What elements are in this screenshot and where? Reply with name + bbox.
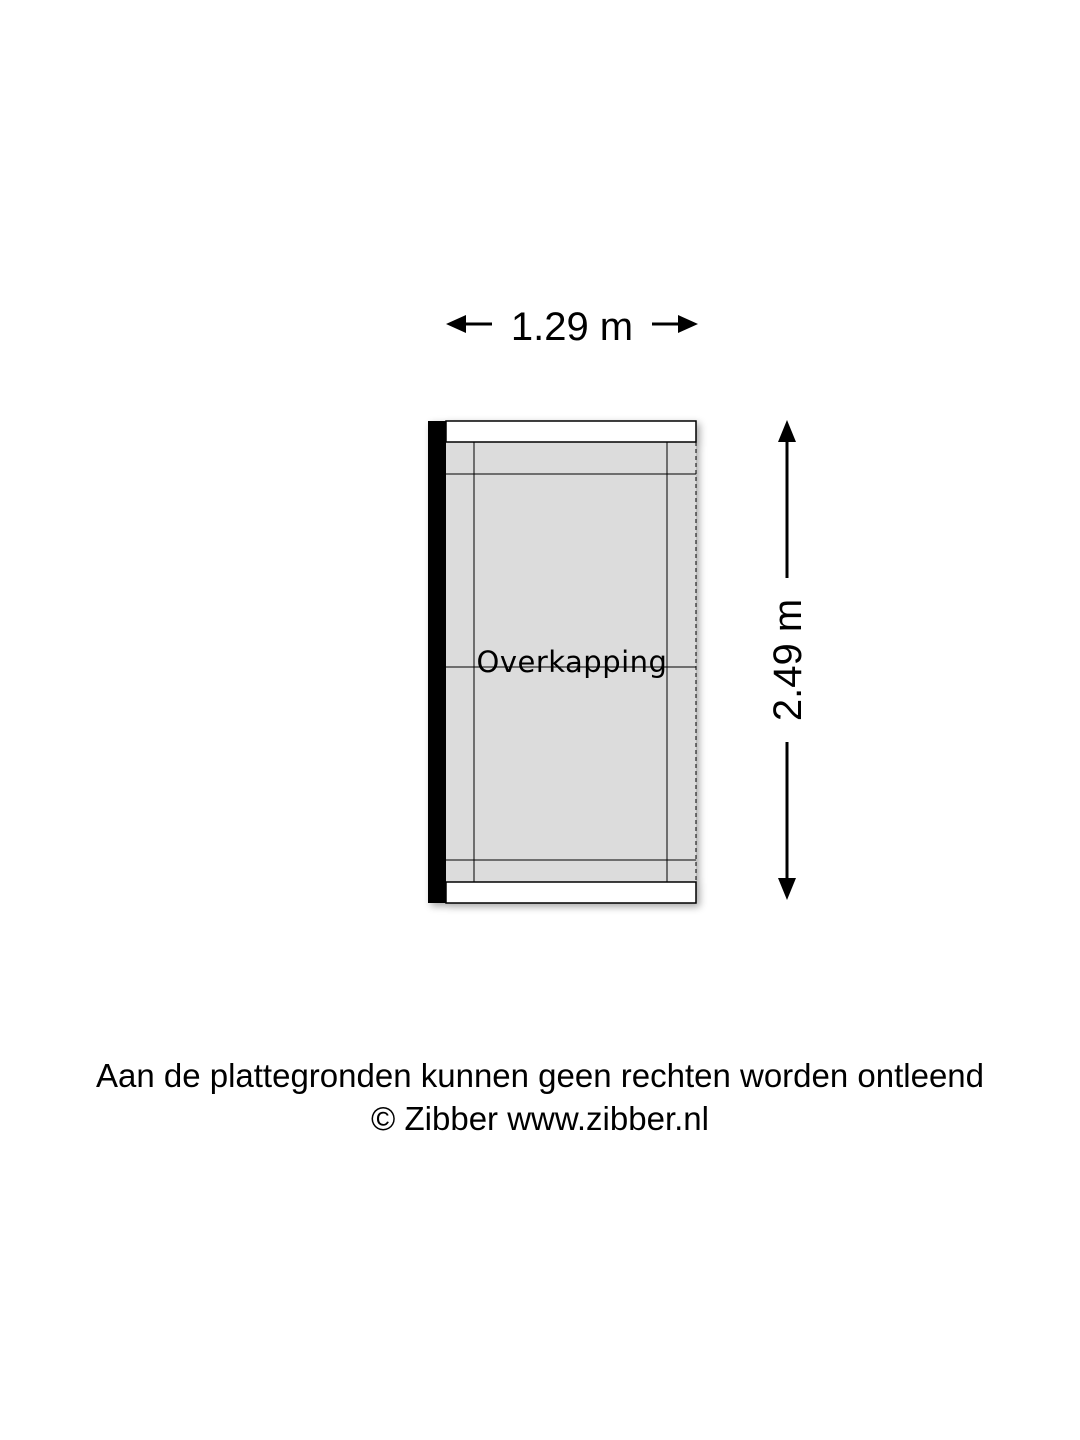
height-dimension xyxy=(766,420,810,900)
width-arrow-right-head xyxy=(678,315,698,333)
width-arrow-left-head xyxy=(446,315,466,333)
room-label: Overkapping xyxy=(476,645,668,679)
height-arrow-top-head xyxy=(778,420,796,442)
width-label: 1.29 m xyxy=(510,305,634,349)
top-beam xyxy=(446,421,696,442)
height-label: 2.49 m xyxy=(766,598,810,722)
disclaimer-text: Aan de plattegronden kunnen geen rechten worden ontleend xyxy=(95,1057,985,1094)
height-arrow-bottom-head xyxy=(778,878,796,900)
left-wall xyxy=(428,421,446,903)
bottom-beam xyxy=(446,882,696,903)
width-dimension xyxy=(446,305,698,349)
copyright-text: © Zibber www.zibber.nl xyxy=(371,1100,709,1137)
